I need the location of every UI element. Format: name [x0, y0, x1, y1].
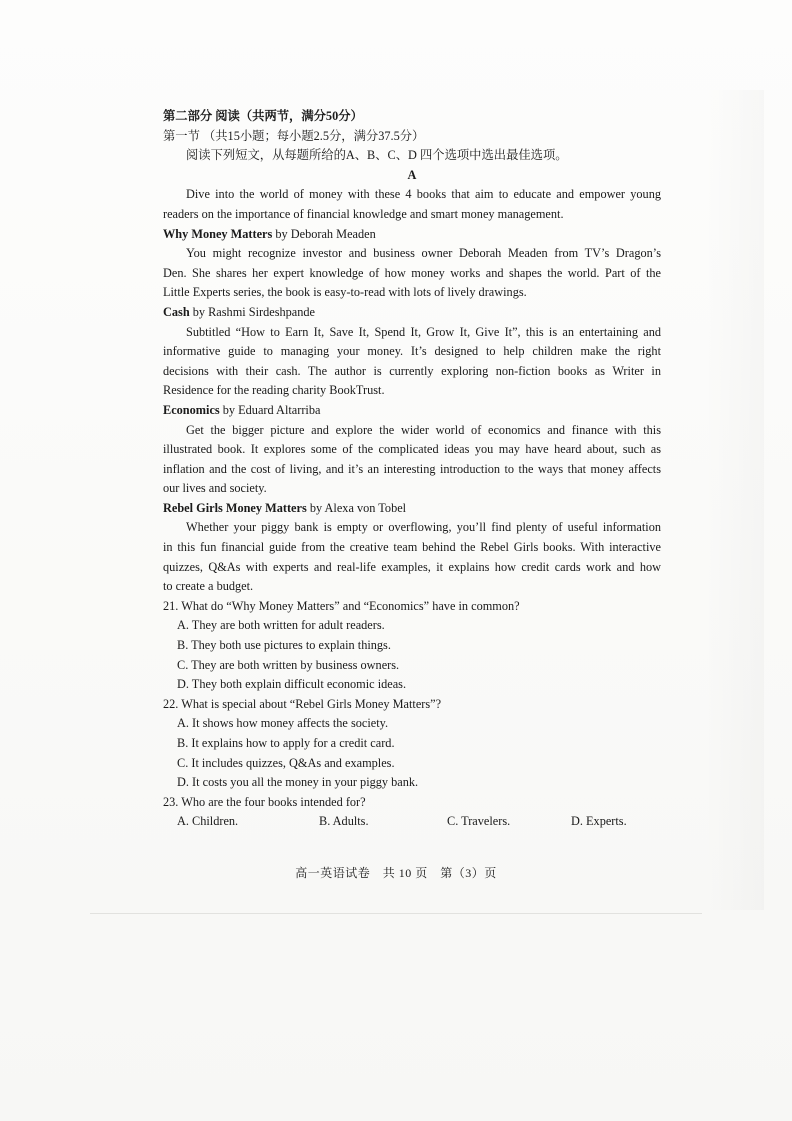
- reading-section: [163, 107, 661, 832]
- book-heading: [163, 225, 661, 245]
- answer-options-row: [163, 812, 661, 832]
- book-author: by Eduard Altarriba: [222, 402, 321, 417]
- book-text-line: Whether your piggy bank is empty or overflowing, you’ll find plenty of useful information: [186, 520, 661, 535]
- book-text-line: quizzes, Q&As with experts and real-life examples, it explains how credit cards work and how: [163, 559, 661, 574]
- book-text-line: Subtitled “How to Earn It, Save It, Spend It, Grow It, Give It”, this is an entertaining and: [186, 324, 661, 339]
- book-author: by Deborah Meaden: [275, 226, 376, 241]
- book-author: by Rashmi Sirdeshpande: [192, 304, 316, 319]
- book-text-line: inflation and the cost of living, and it’s an interesting introduction to the ways that money affects: [163, 461, 661, 476]
- instruction: 阅读下列短文，从每题所给的A、B、C、D 四个选项中选出最佳选项。: [186, 148, 568, 163]
- book-title: Why Money Matters: [163, 226, 273, 241]
- part-title: 第二部分 阅读（共两节，满分50分）: [163, 109, 363, 123]
- book-text-line: to create a budget.: [163, 579, 254, 594]
- answer-option: D. It costs you all the money in your piggy bank.: [177, 775, 419, 790]
- answer-option: D. Experts.: [571, 814, 627, 829]
- page-edge-divider: [90, 913, 702, 914]
- book-title: Cash: [163, 304, 190, 319]
- question-stem: 22. What is special about “Rebel Girls Money Matters”?: [163, 696, 442, 711]
- question-stem: 21. What do “Why Money Matters” and “Economics” have in common?: [163, 598, 520, 613]
- intro-line: readers on the importance of financial knowledge and smart money management.: [163, 206, 564, 221]
- book-text-line: You might recognize investor and business owner Deborah Meaden from TV’s Dragon’s: [186, 246, 661, 261]
- book-text-line: Get the bigger picture and explore the wider world of economics and finance with this: [186, 422, 661, 437]
- answer-option: A. They are both written for adult readers.: [177, 618, 385, 633]
- scan-shadow: [704, 90, 764, 910]
- intro-line: Dive into the world of money with these 4 books that aim to educate and empower young: [186, 187, 661, 202]
- answer-option: A. Children.: [177, 814, 239, 829]
- book-heading: [163, 401, 661, 421]
- answer-option: C. Travelers.: [447, 814, 511, 829]
- book-text-line: Den. She shares her expert knowledge of how money works and shapes the world. Part of the: [163, 265, 661, 280]
- book-author: by Alexa von Tobel: [309, 500, 407, 515]
- question-stem: 23. Who are the four books intended for?: [163, 794, 366, 809]
- book-title: Rebel Girls Money Matters: [163, 500, 307, 515]
- section-title: 第一节 （共15小题；每小题2.5分，满分37.5分）: [163, 128, 425, 143]
- book-heading: [163, 499, 661, 519]
- book-heading: [163, 303, 661, 323]
- answer-option: C. It includes quizzes, Q&As and examples.: [177, 755, 395, 770]
- passage-label: A: [407, 167, 417, 182]
- book-text-line: decisions with their cash. The author is currently exploring non-fiction books as Writer in: [163, 363, 661, 378]
- answer-option: B. It explains how to apply for a credit card.: [177, 736, 395, 750]
- book-text-line: illustrated book. It explores some of the complicated ideas you may have heard about, such as: [163, 442, 661, 457]
- answer-option: D. They both explain difficult economic ideas.: [177, 677, 407, 692]
- book-text-line: Little Experts series, the book is easy-to-read with lots of lively drawings.: [163, 285, 527, 300]
- page-footer: 高一英语试卷 共 10 页 第（3）页: [295, 866, 497, 880]
- answer-option: B. Adults.: [319, 814, 369, 829]
- answer-option: C. They are both written by business owners.: [177, 657, 400, 672]
- answer-option: A. It shows how money affects the society.: [177, 716, 389, 731]
- book-text-line: in this fun financial guide from the creative team behind the Rebel Girls books. With interactive: [163, 540, 661, 555]
- book-text-line: our lives and society.: [163, 481, 267, 496]
- book-text-line: Residence for the reading charity BookTrust.: [163, 383, 385, 398]
- answer-option: B. They both use pictures to explain things.: [177, 638, 391, 653]
- book-text-line: informative guide to managing your money. It’s designed to help children make the right: [163, 344, 661, 359]
- book-title: Economics: [163, 402, 220, 417]
